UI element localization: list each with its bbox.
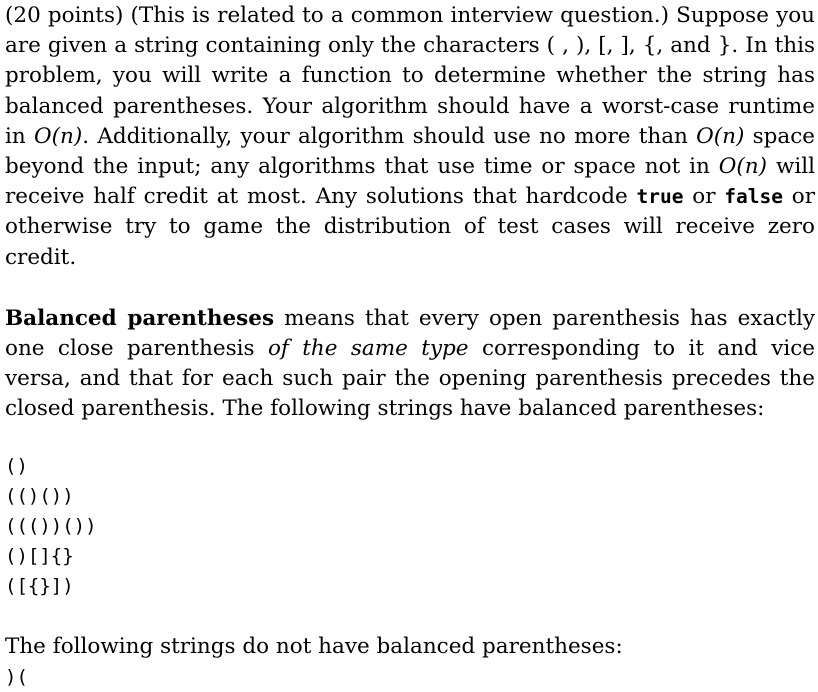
list-item: ([{}])	[5, 575, 74, 598]
statement-text-4: will receive half credit at most. Any solutions that hardcode	[5, 154, 815, 210]
statement-text-6: or otherwise try to game the distribution of test cases will receive zero credit.	[5, 184, 816, 270]
statement-text-5: or	[683, 184, 725, 210]
balanced-examples-list	[5, 451, 815, 602]
complexity-space: O(n)	[696, 123, 745, 149]
problem-page	[5, 0, 815, 692]
code-true: true	[636, 185, 684, 209]
statement-text-1: Suppose you are given a string containing only the characters ( , ), [, ], {, and }. In this problem, you will write a function to determine whether the string has balanced parentheses. Your algorithm should have a worst-case runtime in	[5, 3, 816, 149]
complexity-time: O(n)	[33, 123, 83, 149]
list-item: ((())())	[5, 515, 97, 538]
definition-emphasis: of the same type	[267, 336, 469, 362]
statement-text-3: space beyond the input; any algorithms that use time or space not in	[5, 123, 816, 180]
definition-text-2: corresponding to it and vice versa, and that for each such pair the opening parenthesis precedes the closed parenthesis. The following strings have balanced parentheses:	[5, 336, 815, 422]
code-false: false	[724, 185, 783, 209]
definition-text-1: means that every open parenthesis has exactly one close parenthesis	[5, 305, 815, 362]
complexity-limit: O(n)	[718, 154, 768, 180]
interview-note: (This is related to a common interview question.)	[130, 3, 669, 28]
unbalanced-examples-list	[5, 662, 815, 692]
list-item: )(	[5, 665, 28, 688]
definition-paragraph	[5, 303, 815, 425]
problem-statement	[5, 0, 815, 273]
list-item: (()())	[5, 484, 74, 507]
points-label: (20 points)	[5, 3, 124, 28]
list-item: ()[]{}	[5, 545, 74, 568]
unbalanced-lead: The following strings do not have balanced parentheses:	[5, 633, 623, 659]
list-item: ()	[5, 454, 28, 477]
statement-text-2: . Additionally, your algorithm should use no more than	[82, 123, 697, 149]
definition-term: Balanced parentheses	[5, 305, 275, 331]
